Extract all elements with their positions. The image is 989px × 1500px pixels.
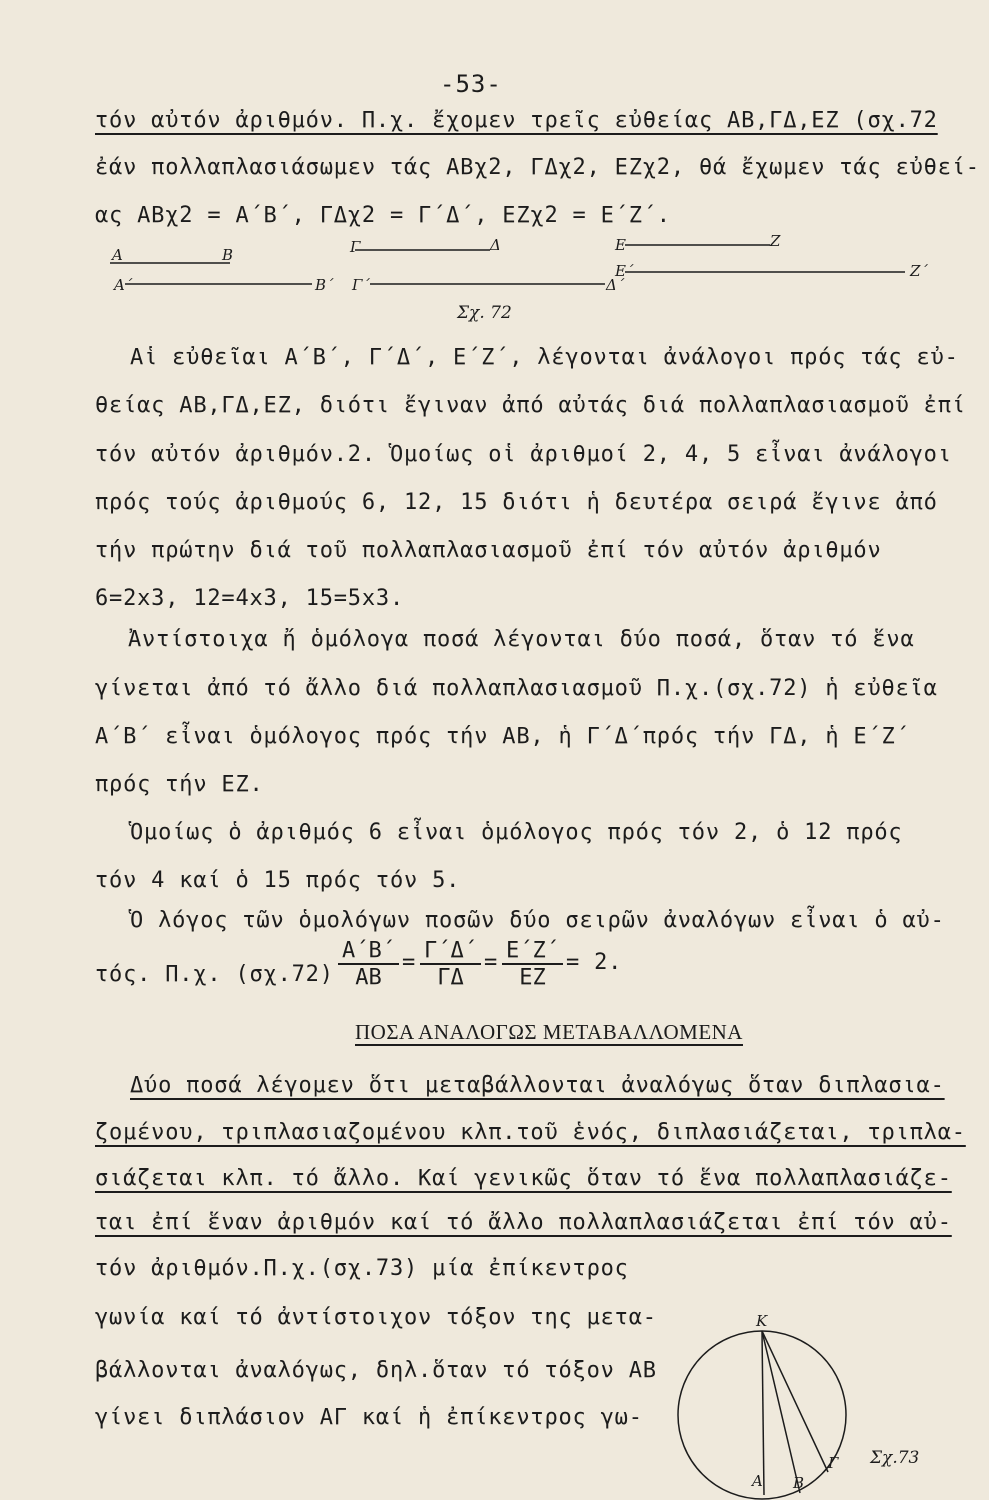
text-line: ται ἐπί ἕναν ἀριθμόν καί τό ἄλλο πολλαπλασιάζεται ἐπί τόν αὐ- — [95, 1210, 952, 1235]
fig73-label: Α — [752, 1472, 763, 1490]
text-line: τόν αὐτόν ἀριθμόν.2. Ὁμοίως οἱ ἀριθμοί 2, 4, 5 εἶναι ἀνάλογοι — [95, 442, 952, 467]
text-line: ἐάν πολλαπλασιάσωμεν τάς ΑΒχ2, ΓΔχ2, ΕΖχ2, θά ἔχωμεν τάς εὐθεί- — [95, 155, 980, 180]
fig72-label: Β΄ — [315, 276, 334, 294]
page-number: -53- — [440, 70, 502, 98]
text-line: τόν 4 καί ὁ 15 πρός τόν 5. — [95, 868, 461, 893]
fraction — [338, 938, 399, 990]
text-line: σιάζεται κλπ. τό ἄλλο. Καί γενικῶς ὅταν τό ἕνα πολλαπλασιάζε- — [95, 1166, 952, 1191]
text-line: βάλλονται ἀναλόγως, δηλ.ὅταν τό τόξον ΑΒ — [95, 1358, 657, 1383]
fig72-caption: Σχ. 72 — [457, 303, 512, 323]
text-line: Α΄Β΄ εἶναι ὁμόλογος πρός τήν ΑΒ, ἡ Γ΄Δ΄πρός τήν ΓΔ, ἡ Ε΄Ζ΄ — [95, 724, 910, 749]
text-line: ας ΑΒχ2 = Α΄Β΄, ΓΔχ2 = Γ΄Δ΄, ΕΖχ2 = Ε΄Ζ΄. — [95, 203, 671, 228]
fig72-label: Β — [222, 246, 234, 264]
fraction-denominator: ΓΔ — [437, 965, 464, 990]
fig73-label: Γ — [828, 1454, 839, 1472]
section-heading: ΠΟΣΑ ΑΝΑΛΟΓΩΣ ΜΕΤΑΒΑΛΛΟΜΕΝΑ — [355, 1020, 743, 1044]
text-line: Ἀντίστοιχα ἤ ὁμόλογα ποσά λέγονται δύο ποσά, ὅταν τό ἕνα — [128, 627, 915, 652]
fig72-label: Γ΄ — [352, 276, 370, 294]
text-line: τός. Π.χ. (σχ.72) — [95, 962, 334, 987]
fraction-numerator: Ε΄Ζ΄ — [502, 938, 563, 965]
text-line: πρός τήν ΕΖ. — [95, 772, 264, 797]
text-line: γίνεται ἀπό τό ἄλλο διά πολλαπλασιασμοῦ Π.χ.(σχ.72) ἡ εὐθεῖα — [95, 676, 938, 701]
equation-result: = 2. — [566, 950, 623, 975]
fraction-numerator: Γ΄Δ΄ — [420, 938, 481, 965]
fraction — [420, 938, 481, 990]
equals-sign: = — [484, 950, 499, 975]
text-line: γίνει διπλάσιον ΑΓ καί ἡ ἐπίκεντρος γω- — [95, 1405, 643, 1430]
text-line: Δύο ποσά λέγομεν ὅτι μεταβάλλονται ἀναλόγως ὅταν διπλασια- — [130, 1073, 945, 1098]
text-line: τήν πρώτην διά τοῦ πολλαπλασιασμοῦ ἐπί τόν αὐτόν ἀριθμόν — [95, 538, 882, 563]
fig73-label: Κ — [756, 1312, 768, 1330]
fig73-label: Β — [793, 1474, 805, 1492]
text-line: 6=2x3, 12=4x3, 15=5x3. — [95, 586, 404, 611]
fig72-label: Ζ — [770, 232, 781, 250]
fig72-label: Δ΄ — [606, 276, 625, 294]
fraction-numerator: Α΄Β΄ — [338, 938, 399, 965]
fraction-denominator: ΑΒ — [355, 965, 382, 990]
text-line: Ὁμοίως ὁ ἀριθμός 6 εἶναι ὁμόλογος πρός τόν 2, ὁ 12 πρός — [130, 820, 903, 845]
text-line: Αἱ εὐθεῖαι Α΄Β΄, Γ΄Δ΄, Ε΄Ζ΄, λέγονται ἀνάλογοι πρός τάς εὐ- — [130, 345, 959, 370]
fig72-label: Α΄ — [114, 276, 133, 294]
fig72-label: Δ — [490, 236, 501, 254]
fig72-label: Ε΄ — [615, 262, 634, 280]
text-line: τόν ἀριθμόν.Π.χ.(σχ.73) μία ἐπίκεντρος — [95, 1256, 629, 1281]
text-line: θείας ΑΒ,ΓΔ,ΕΖ, διότι ἔγιναν ἀπό αὐτάς διά πολλαπλασιασμοῦ ἐπί — [95, 393, 966, 418]
fig72-label: Γ — [350, 238, 361, 256]
fig72-label: Ε — [615, 236, 626, 254]
text-line: ζομένου, τριπλασιαζομένου κλπ.τοῦ ἑνός, διπλασιάζεται, τριπλα- — [95, 1120, 966, 1145]
fraction — [502, 938, 563, 990]
fig73-caption: Σχ.73 — [870, 1448, 920, 1468]
text-line: Ὁ λόγος τῶν ὁμολόγων ποσῶν δύο σειρῶν ἀναλόγων εἶναι ὁ αὐ- — [130, 908, 945, 933]
text-line: γωνία καί τό ἀντίστοιχον τόξον της μετα- — [95, 1305, 657, 1330]
text-line: πρός τούς ἀριθμούς 6, 12, 15 διότι ἡ δευτέρα σειρά ἔγινε ἀπό — [95, 490, 938, 515]
equals-sign: = — [402, 950, 417, 975]
text-line: τόν αὐτόν ἀριθμόν. Π.χ. ἔχομεν τρεῖς εὐθείας ΑΒ,ΓΔ,ΕΖ (σχ.72 — [95, 108, 938, 133]
fig72-label: Ζ΄ — [910, 262, 928, 280]
fraction-denominator: ΕΖ — [519, 965, 546, 990]
fig72-label: Α — [112, 246, 123, 264]
